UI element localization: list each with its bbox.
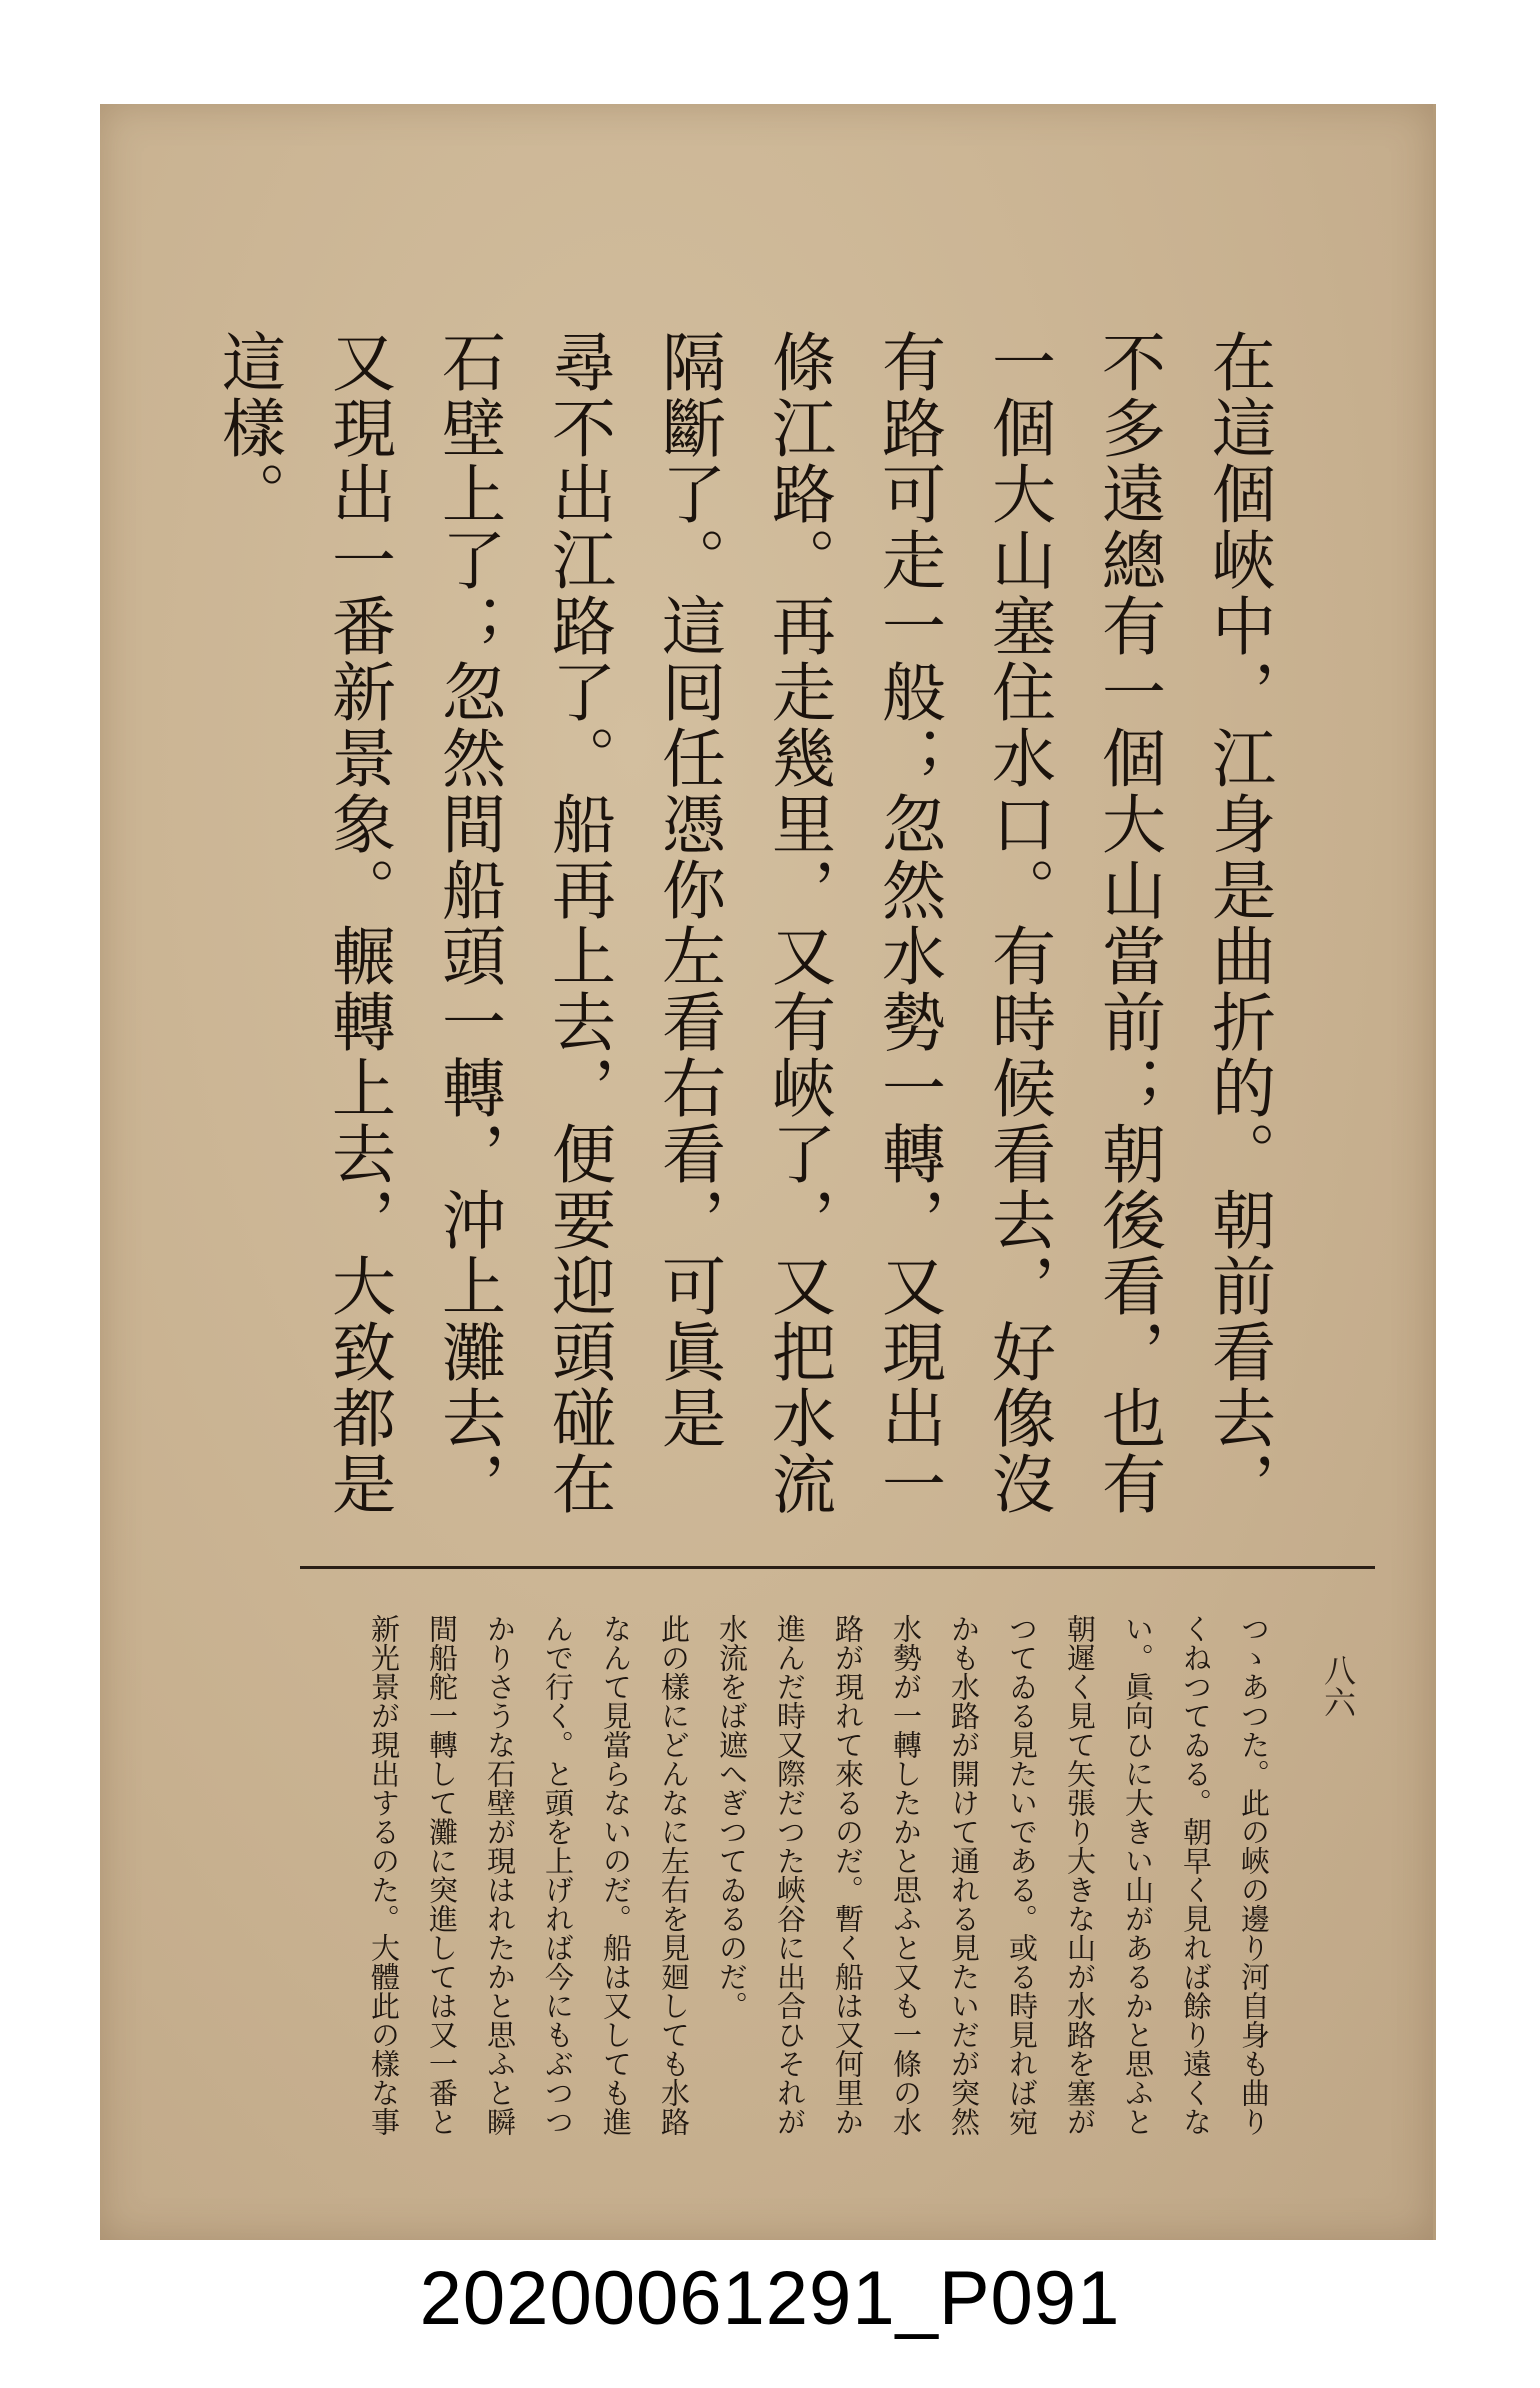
catalog-id-label: 20200061291_P091	[419, 2256, 1121, 2341]
book-page	[100, 104, 1436, 2240]
main-text-column: 尋不出江路了。船再上去，便要迎頭碰在	[541, 329, 615, 1517]
page-number: 八六	[1319, 1654, 1357, 1718]
main-text-column: 石壁上了；忽然間船頭一轉，沖上灘去，	[431, 329, 505, 1517]
main-text-column: 在這個峽中，江身是曲折的。朝前看去，	[1201, 329, 1275, 1517]
section-divider	[300, 1566, 1375, 1569]
note-text-column: 水流をば遮へぎつてゐるのだ。	[715, 1614, 749, 2020]
note-text-column: 間船舵一轉して灘に突進しては又一番と	[425, 1614, 459, 2136]
main-text-column: 不多遠總有一個大山當前；朝後看，也有	[1091, 329, 1165, 1517]
note-text-column: くねつてゐる。朝早く見れば餘り遠くな	[1179, 1614, 1213, 2136]
note-text-column: 此の樣にどんなに左右を見廻しても水路	[657, 1614, 691, 2136]
main-text-column: 又現出一番新景象。輾轉上去，大致都是	[321, 329, 395, 1517]
note-text-block	[355, 1614, 1283, 2214]
note-text-column: なんて見當らないのだ。船は又しても進	[599, 1614, 633, 2136]
note-text-column: 新光景が現出するのた。大體此の樣な事	[367, 1614, 401, 2136]
note-text-column: つてゐる見たいである。或る時見れば宛	[1005, 1614, 1039, 2136]
note-text-column: かりさうな石壁が現はれたかと思ふと瞬	[483, 1614, 517, 2136]
main-text-column: 一個大山塞住水口。有時候看去，好像沒	[981, 329, 1055, 1517]
note-text-column: 路が現れて來るのだ。暫く船は又何里か	[831, 1614, 865, 2136]
note-text-column: 水勢が一轉したかと思ふと又も一條の水	[889, 1614, 923, 2136]
note-text-column: い。眞向ひに大きい山があるかと思ふと	[1121, 1614, 1155, 2136]
note-text-column: つゝあつた。此の峽の邊り河自身も曲り	[1237, 1614, 1271, 2136]
note-text-column: んで行く。と頭を上げれば今にもぶつつ	[541, 1614, 575, 2136]
main-text-column: 這樣。	[211, 329, 285, 527]
note-text-column: かも水路が開けて通れる見たいだが突然	[947, 1614, 981, 2136]
main-text-block	[193, 329, 1293, 1549]
main-text-column: 條江路。再走幾里，又有峽了，又把水流	[761, 329, 835, 1517]
main-text-column: 隔斷了。這囘任憑你左看右看，可眞是	[651, 329, 725, 1451]
note-text-column: 進んだ時又際だつた峽谷に出合ひそれが	[773, 1614, 807, 2136]
note-text-column: 朝遲く見て矢張り大きな山が水路を塞が	[1063, 1614, 1097, 2136]
main-text-column: 有路可走一般；忽然水勢一轉，又現出一	[871, 329, 945, 1517]
